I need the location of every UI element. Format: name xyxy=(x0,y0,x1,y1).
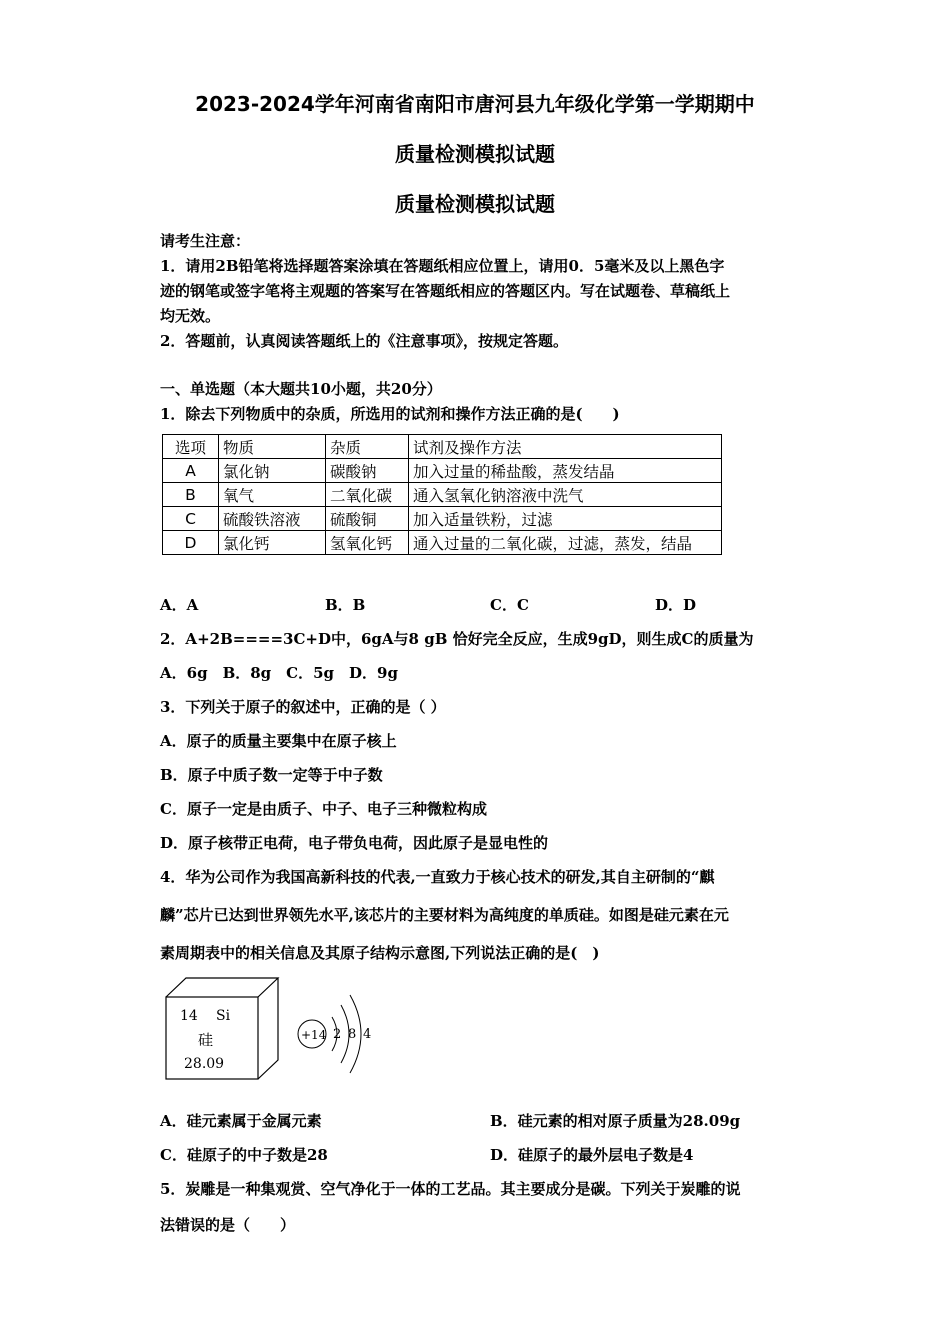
q3-option-b: B．原子中质子数一定等于中子数 xyxy=(160,766,383,784)
exam-title-line1: 2023-2024学年河南省南阳市唐河县九年级化学第一学期期中 xyxy=(195,92,755,116)
table-header-cell: 选项 xyxy=(163,435,219,459)
table-cell: 二氧化碳 xyxy=(326,483,409,507)
table-row xyxy=(163,483,722,507)
exam-title-line2: 质量检测模拟试题 xyxy=(395,142,555,166)
table-header-cell: 物质 xyxy=(219,435,326,459)
q3-option-d: D．原子核带正电荷，电子带负电荷，因此原子是显电性的 xyxy=(160,834,549,852)
table-cell: 加入过量的稀盐酸，蒸发结晶 xyxy=(409,459,722,483)
table-cell: D xyxy=(163,531,219,555)
q2-choices: A．6g B．8g C．5g D．9g xyxy=(160,664,398,682)
q4-stem-line2: 麟”芯片已达到世界领先水平,该芯片的主要材料为高纯度的单质硅。如图是硅元素在元 xyxy=(160,906,729,924)
exam-title-line3: 质量检测模拟试题 xyxy=(395,192,555,216)
q4-stem-line3: 素周期表中的相关信息及其原子结构示意图,下列说法正确的是( ) xyxy=(160,944,600,962)
silicon-figure xyxy=(160,975,400,1085)
atomic-mass: 28.09 xyxy=(184,1056,225,1072)
notice-heading: 请考生注意： xyxy=(160,232,251,250)
table-row xyxy=(163,507,722,531)
q4-option-d: D．硅原子的最外层电子数是4 xyxy=(490,1146,694,1164)
table-cell: 氧气 xyxy=(219,483,326,507)
table-row xyxy=(163,459,722,483)
section-heading: 一、单选题（本大题共10小题，共20分） xyxy=(160,380,442,398)
q3-option-a: A．原子的质量主要集中在原子核上 xyxy=(160,732,397,750)
notice-item1-line3: 均无效。 xyxy=(160,307,221,325)
q5-stem-line1: 5．炭雕是一种集观赏、空气净化于一体的工艺品。其主要成分是碳。下列关于炭雕的说 xyxy=(160,1180,741,1198)
q4-option-a: A．硅元素属于金属元素 xyxy=(160,1112,322,1130)
notice-item2: 2．答题前，认真阅读答题纸上的《注意事项》，按规定答题。 xyxy=(160,332,568,350)
shell-electrons-3: 4 xyxy=(363,1027,372,1042)
q4-stem-line1: 4．华为公司作为我国高新科技的代表,一直致力于核心技术的研发,其自主研制的“麒 xyxy=(160,868,715,886)
shell-electrons-2: 8 xyxy=(348,1027,357,1042)
q1-choice-b: B．B xyxy=(325,596,366,614)
table-header-row xyxy=(163,435,722,459)
notice-item1-line2: 迹的钢笔或签字笔将主观题的答案写在答题纸相应的答题区内。写在试题卷、草稿纸上 xyxy=(160,282,731,300)
table-header-cell: 杂质 xyxy=(326,435,409,459)
q3-stem: 3．下列关于原子的叙述中，正确的是（ ） xyxy=(160,698,446,716)
notice-item1-line1: 1．请用2B铅笔将选择题答案涂填在答题纸相应位置上，请用0．5毫米及以上黑色字 xyxy=(160,257,725,275)
table-cell: 加入适量铁粉，过滤 xyxy=(409,507,722,531)
q2-stem: 2．A+2B====3C+D中，6gA与8 gB 恰好完全反应，生成9gD，则生成C的质量为 xyxy=(160,630,754,648)
table-cell: 氯化钙 xyxy=(219,531,326,555)
q5-stem-line2: 法错误的是（ ） xyxy=(160,1216,296,1234)
table-row xyxy=(163,531,722,555)
nucleus-charge: +14 xyxy=(301,1028,327,1042)
atomic-number: 14 xyxy=(180,1008,198,1024)
q4-option-c: C．硅原子的中子数是28 xyxy=(160,1146,328,1164)
table-cell: 硫酸铜 xyxy=(326,507,409,531)
q4-option-b: B．硅元素的相对原子质量为28.09g xyxy=(490,1112,741,1130)
q1-options-table xyxy=(162,434,722,555)
shell-electrons-1: 2 xyxy=(333,1027,342,1042)
q3-option-c: C．原子一定是由质子、中子、电子三种微粒构成 xyxy=(160,800,487,818)
element-name: 硅 xyxy=(198,1031,214,1049)
table-cell: A xyxy=(163,459,219,483)
table-cell: 硫酸铁溶液 xyxy=(219,507,326,531)
table-cell: B xyxy=(163,483,219,507)
table-cell: 通入过量的二氧化碳，过滤，蒸发，结晶 xyxy=(409,531,722,555)
table-cell: C xyxy=(163,507,219,531)
element-symbol: Si xyxy=(216,1008,231,1024)
table-cell: 通入氢氧化钠溶液中洗气 xyxy=(409,483,722,507)
atom-structure xyxy=(298,995,371,1073)
table-cell: 氢氧化钙 xyxy=(326,531,409,555)
table-cell: 氯化钠 xyxy=(219,459,326,483)
table-cell: 碳酸钠 xyxy=(326,459,409,483)
table-header-cell: 试剂及操作方法 xyxy=(409,435,722,459)
q1-choice-d: D．D xyxy=(655,596,697,614)
q1-choice-c: C．C xyxy=(490,596,529,614)
q1-choice-a: A．A xyxy=(160,596,199,614)
q1-stem: 1．除去下列物质中的杂质，所选用的试剂和操作方法正确的是( ) xyxy=(160,405,620,423)
